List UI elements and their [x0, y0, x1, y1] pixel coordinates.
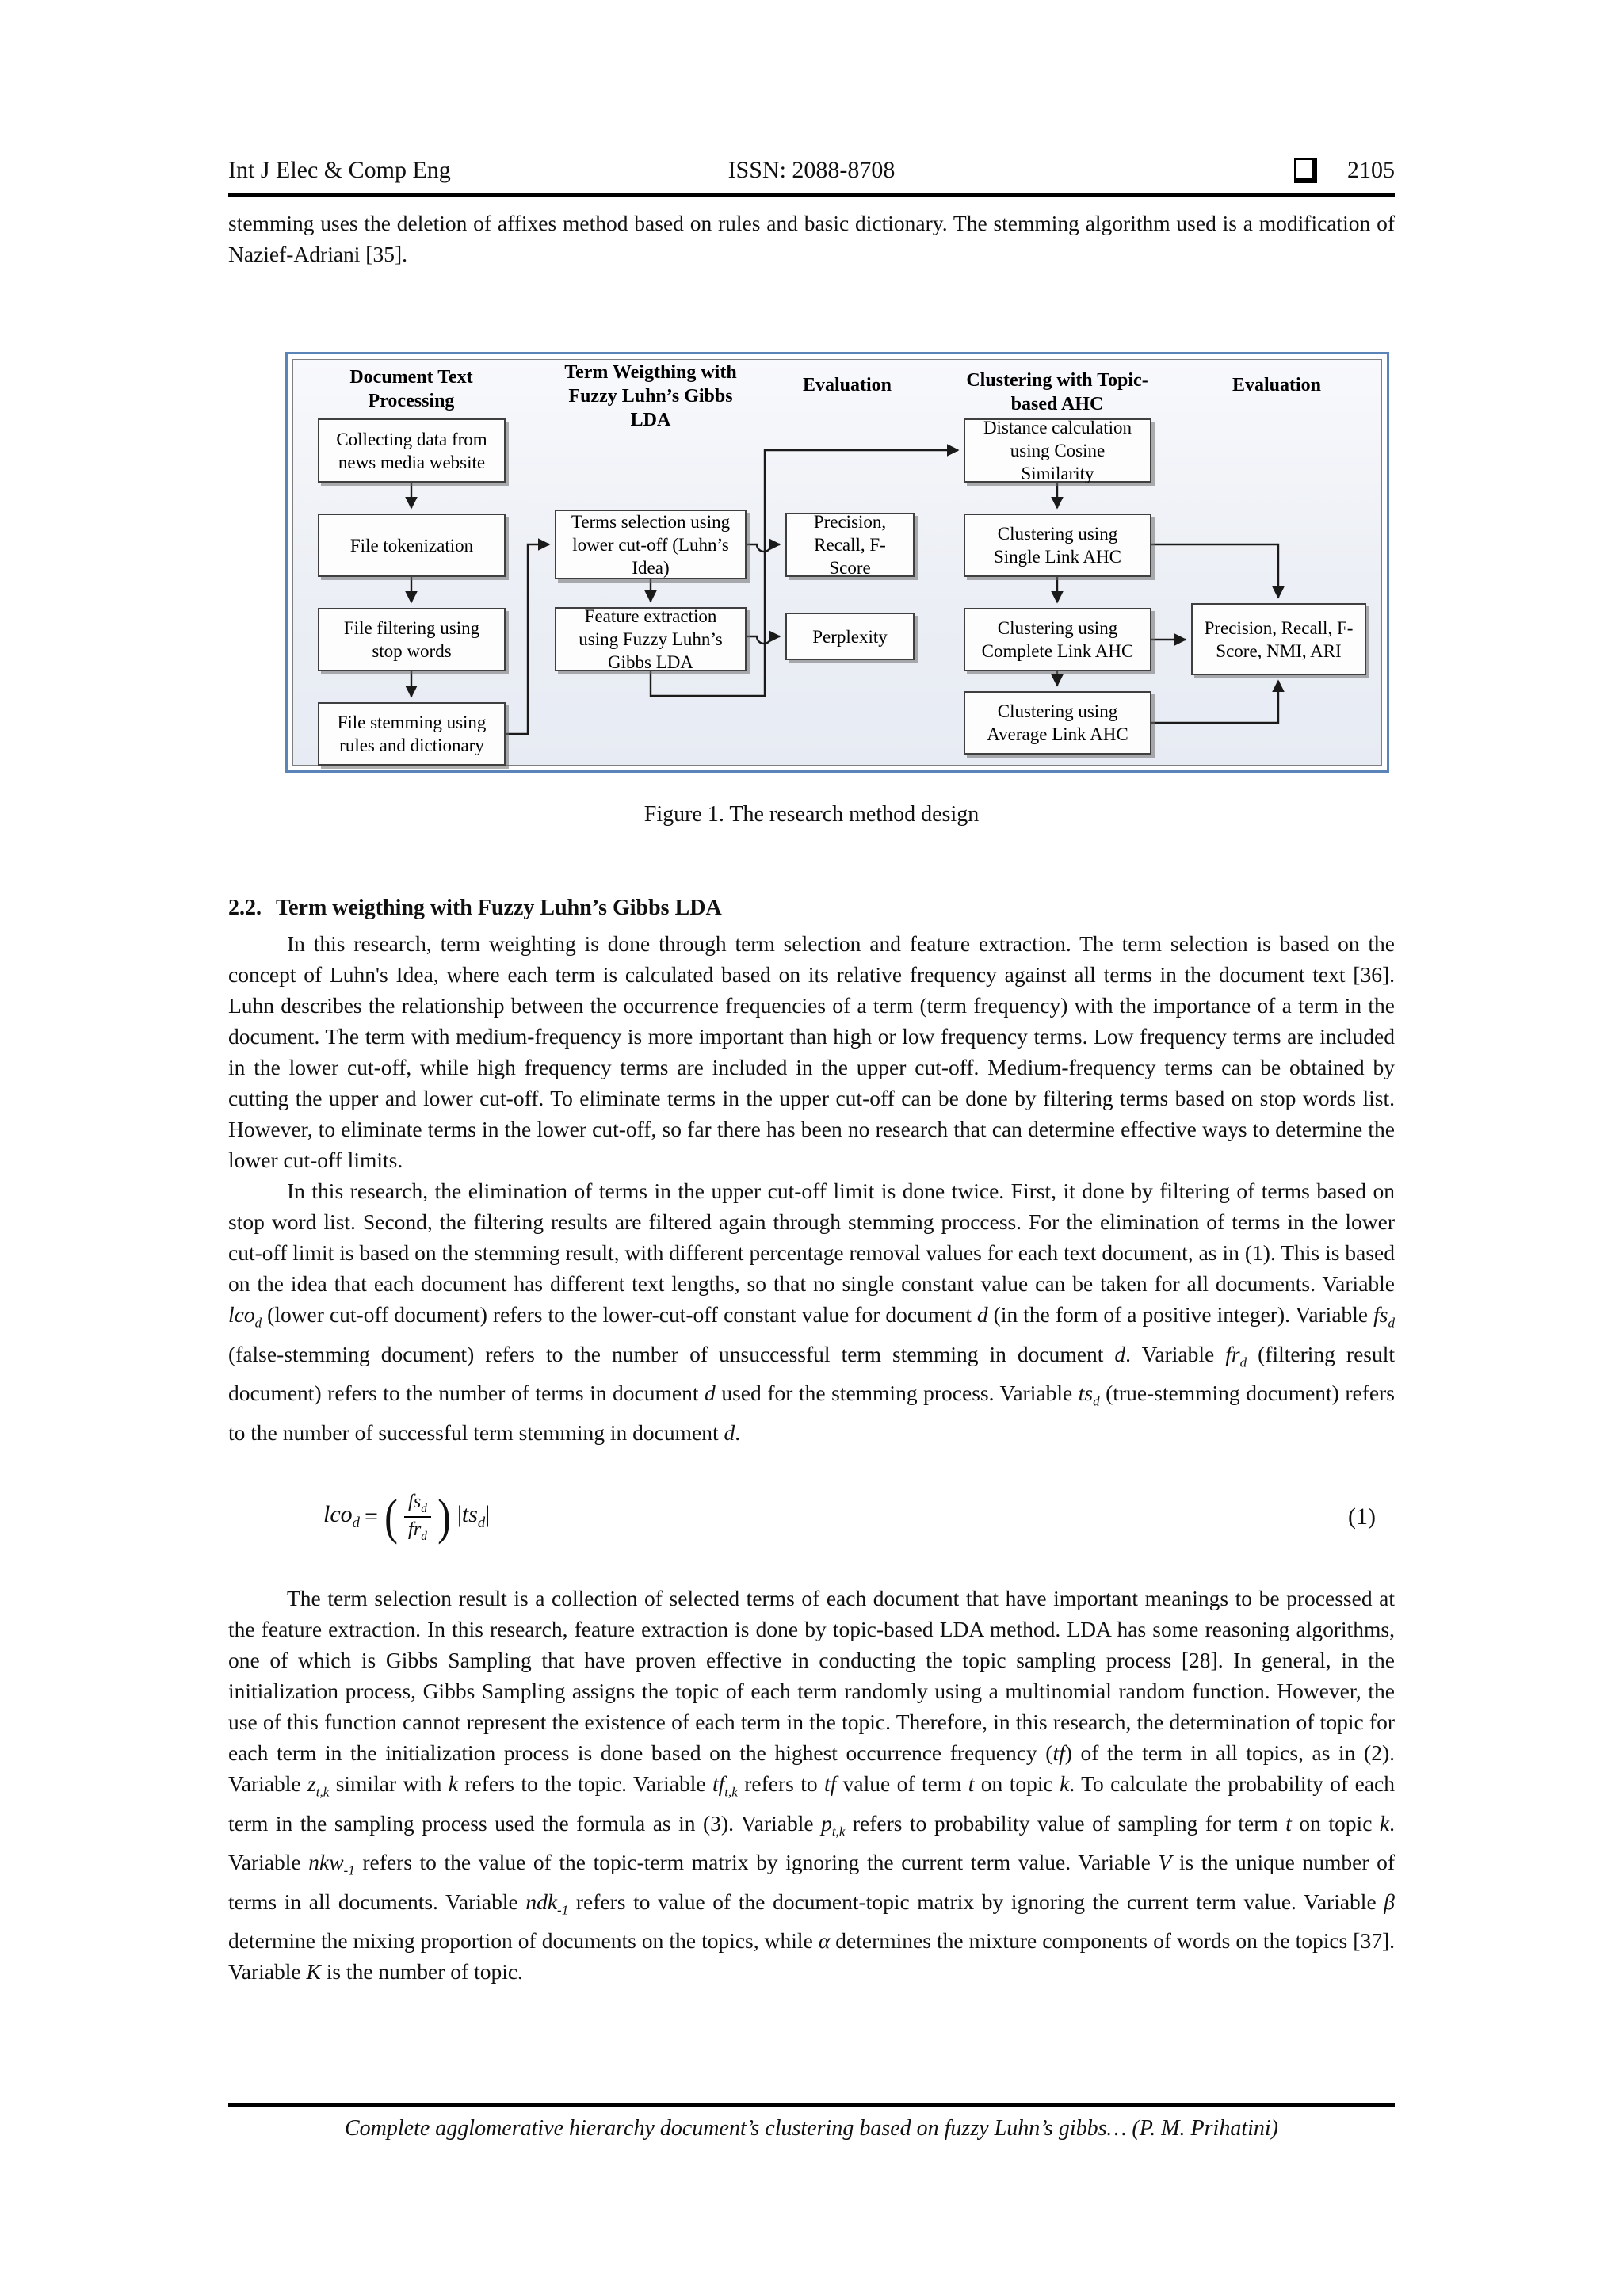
box-file-stemming: File stemming using rules and dictionary	[318, 702, 506, 766]
eq-equals: =	[364, 1503, 378, 1530]
box-single-link-ahc: Clustering using Single Link AHC	[964, 514, 1151, 577]
section-heading	[228, 892, 1395, 923]
journal-name: Int J Elec & Comp Eng	[228, 157, 451, 183]
section-number: 2.2.	[228, 896, 262, 920]
box-terms-selection: Terms selection using lower cut-off (Luhn’s Idea)	[555, 510, 747, 579]
equation-number: (1)	[1348, 1503, 1376, 1530]
column-header-document-text-processing: Document Text Processing	[349, 367, 473, 411]
box-perplexity: Perplexity	[785, 613, 915, 660]
eq-lhs-sub: d	[352, 1515, 360, 1532]
eq-bar-left: |	[456, 1501, 462, 1528]
page-footer	[228, 2103, 1395, 2141]
column-header-evaluation-1: Evaluation	[802, 375, 892, 395]
section-title: Term weigthing with Fuzzy Luhn’s Gibbs LDA	[276, 896, 722, 920]
eq-close-paren: )	[437, 1488, 451, 1545]
eq-numerator: fs	[407, 1490, 422, 1512]
running-title: Complete agglomerative hierarchy document’s clustering based on fuzzy Luhn’s gibbs… (P. M. Prihatini)	[345, 2116, 1278, 2141]
box-feature-extraction: Feature extraction using Fuzzy Luhn’s Gibbs LDA	[555, 607, 747, 671]
column-header-clustering: Clustering with Topic-based AHC	[966, 370, 1148, 415]
paragraph-gibbs-sampling: The term selection result is a collection of selected terms of each document that have important meanings to be processed at the feature extraction. In this research, feature extraction is done by topic-based LDA method. LDA has some reasoning algorithms, one of which is Gibbs Sampling that have proven effective in conducting the topic sampling process [28]. In general, in the initialization process, Gibbs Sampling assigns the topic of each term randomly using a multinomial random function. However, the use of this function cannot represent the existence of each term in the topic. Therefore, in this research, the determination of topic for each term in the initialization process is done based on the highest occurrence frequency (tf) of the term in all topics, as in (2). Variable $z_{t,k}$ similar with k refers to the topic. Variable $tf_{t,k}$ refers to tf value of term t on topic k. To calculate the probability of each term in the sampling process used the formula as in (3). Variable $p_{t,k}$ refers to probability value of sampling for term t on topic k. Variable nkw$_{-1}$ refers to the value of the topic-term matrix by ignoring the current term value. Variable V is the unique number of terms in all documents. Variable ndk$_{-1}$ refers to value of the document-topic matrix by ignoring the current term value. Variable β determine the mixing proportion of documents on the topics, while α determines the mixture components of words on the topics [37]. Variable K is the number of topic.	[228, 1586, 1396, 1985]
eq-lhs: lco	[323, 1501, 353, 1528]
box-precision-recall-fscore: Precision, Recall, F-Score	[785, 513, 915, 577]
page-header	[228, 157, 1395, 190]
equation-1	[323, 1488, 491, 1545]
box-file-tokenization: File tokenization	[318, 514, 506, 577]
figure-1-flowchart	[285, 352, 1389, 773]
box-file-filtering: File filtering using stop words	[318, 608, 506, 671]
paragraph-term-selection: In this research, term weighting is done through term selection and feature extraction. The term selection is based on the concept of Luhn's Idea, where each term is calculated based on its relative frequency against all terms in the document text [36]. Luhn describes the relationship between the occurrence frequencies of a term (term frequency) with the importance of a term in the document. The term with medium-frequency is more important than high or low frequency terms. Low frequency terms are included in the lower cut-off, while high frequency terms are included in the upper cut-off. Medium-frequency terms can be obtained by cutting the upper and lower cut-off. To eliminate terms in the upper cut-off can be done by filtering terms based on stop words list. However, to eliminate terms in the lower cut-off, so far there has been no research that can determine effective ways to determine the lower cut-off limits.	[228, 931, 1395, 1172]
eq-abs-sub: d	[477, 1515, 486, 1532]
box-evaluation-metrics: Precision, Recall, F-Score, NMI, ARI	[1191, 603, 1366, 675]
header-right	[1294, 157, 1395, 184]
section-body	[228, 892, 1395, 1987]
eq-denominator-sub: d	[421, 1529, 427, 1543]
box-complete-link-ahc: Clustering using Complete Link AHC	[964, 608, 1151, 671]
eq-bar-right: |	[485, 1501, 491, 1528]
equation-1-row	[228, 1488, 1395, 1545]
figure-caption: Figure 1. The research method design	[643, 802, 980, 827]
eq-denominator: fr	[407, 1518, 422, 1540]
box-collecting-data: Collecting data from news media website	[318, 418, 506, 483]
header-rule	[228, 193, 1395, 197]
paragraph-elimination: In this research, the elimination of terms in the upper cut-off limit is done twice. First, it done by filtering of terms based on stop word list. Second, the filtering results are filtered again through stemming proccess. For the elimination of terms in the lower cut-off limit is based on the stemming result, with different percentage removal values for each text document, as in (1). This is based on the idea that each document has different text lengths, so that no single constant value can be taken for all documents. Variable lco$_d$ (lower cut-off document) refers to the lower-cut-off constant value for document d (in the form of a positive integer). Variable $fs_d$ (false-stemming document) refers to the number of unsuccessful term stemming in document d. Variable $fr_d$ (filtering result document) refers to the number of terms in document d used for the stemming process. Variable $ts_d$ (true-stemming document) refers to the number of successful term stemming in document d.	[228, 1179, 1396, 1445]
box-average-link-ahc: Clustering using Average Link AHC	[964, 691, 1151, 755]
shadowed-square-icon	[1294, 158, 1317, 183]
issn-label: ISSN: 2088-8708	[727, 157, 896, 183]
column-header-evaluation-2: Evaluation	[1232, 375, 1322, 395]
intro-paragraph: stemming uses the deletion of affixes method based on rules and basic dictionary. The stemming algorithm used is a modification of Nazief-Adriani [35].	[228, 211, 1395, 266]
column-header-term-weighting: Term Weigthing with Fuzzy Luhn’s Gibbs LDA	[564, 362, 737, 430]
box-distance-calculation: Distance calculation using Cosine Similarity	[964, 418, 1151, 483]
eq-numerator-sub: d	[421, 1501, 427, 1515]
eq-open-paren: (	[384, 1488, 398, 1545]
eq-abs-var: ts	[461, 1501, 478, 1528]
page-number: 2105	[1347, 157, 1395, 183]
eq-fraction	[404, 1491, 431, 1544]
